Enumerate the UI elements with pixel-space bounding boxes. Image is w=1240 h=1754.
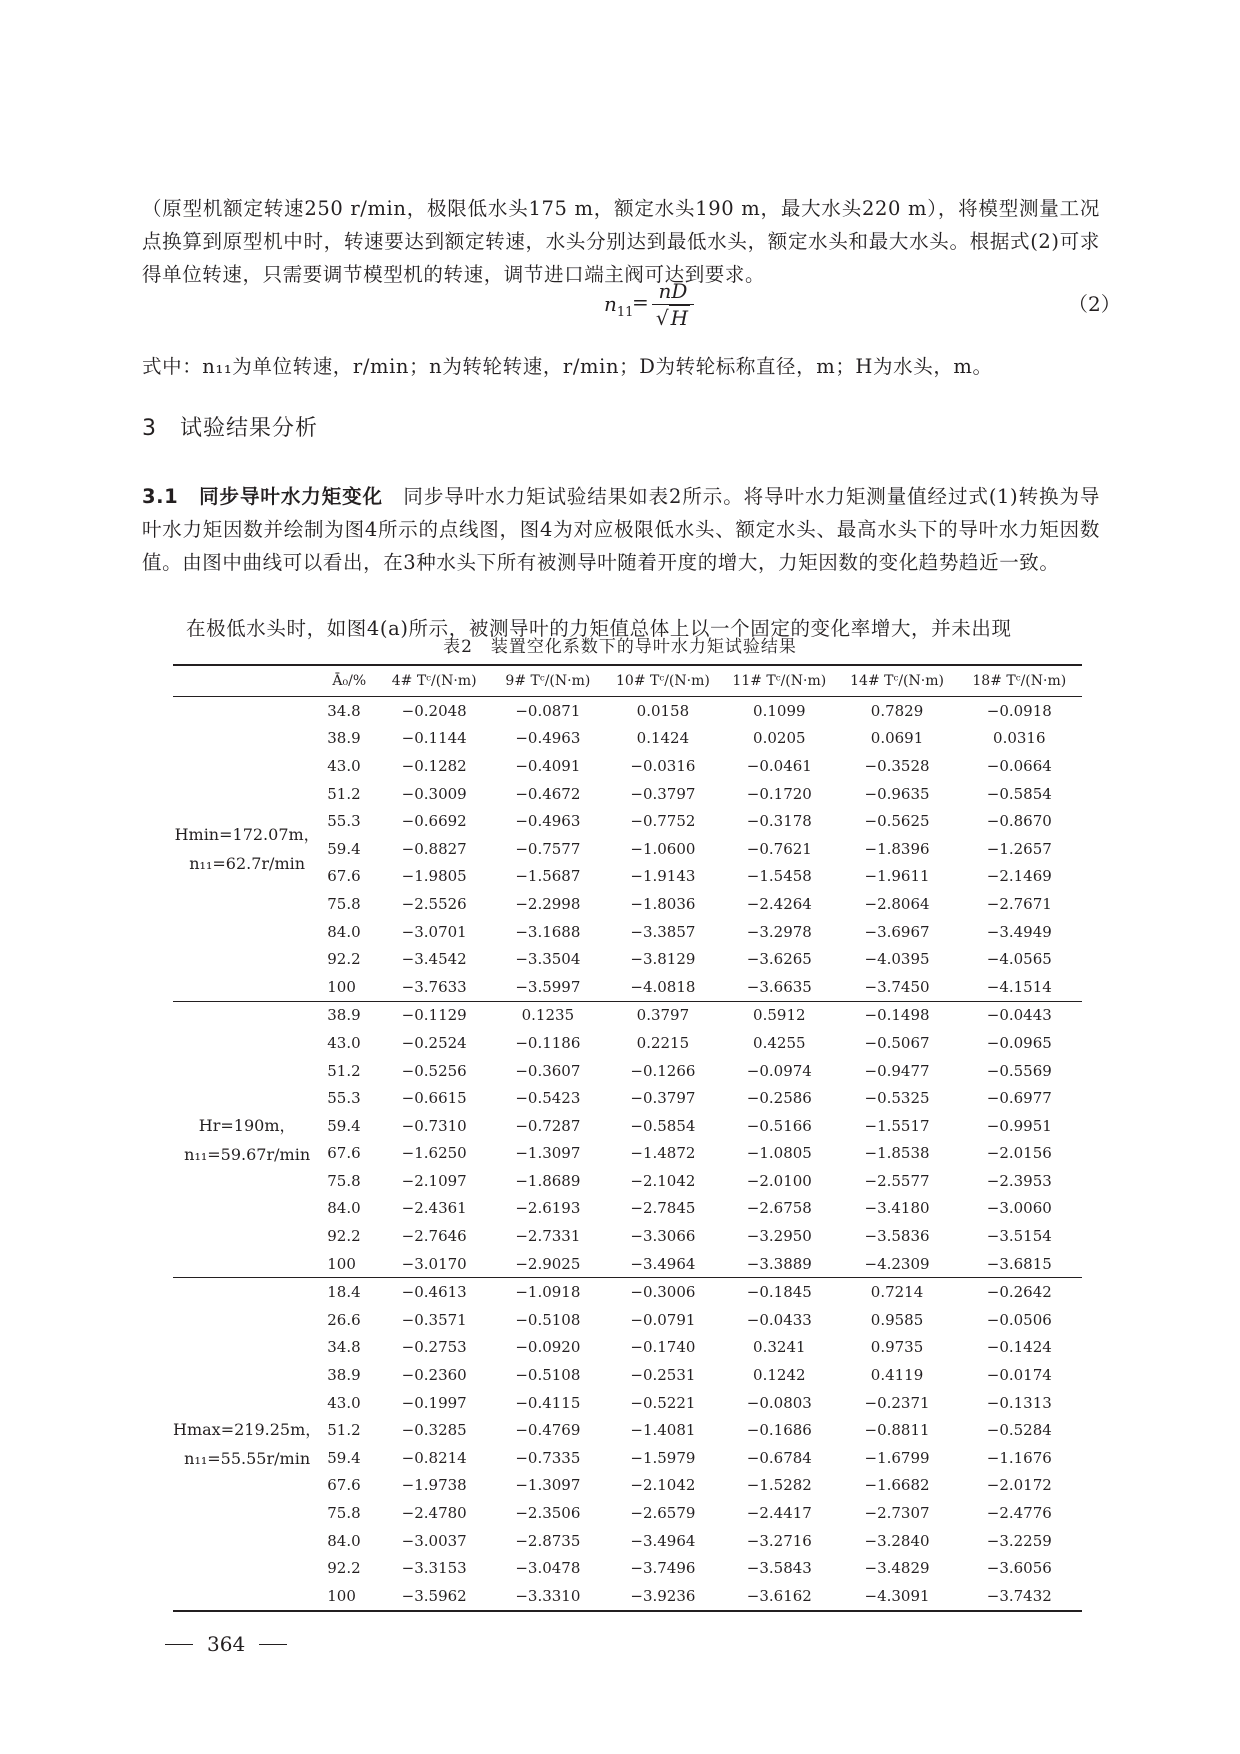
torque-cell: −1.3097 — [515, 1144, 581, 1163]
torque-cell: −3.5997 — [515, 977, 581, 996]
torque-cell: −1.5458 — [746, 867, 812, 886]
paragraph-3-1-body: 同步导叶水力矩试验结果如表2所示。将导叶水力矩测量值经过式(1)转换为导叶水力矩因数并绘制为图4所示的点线图，图4为对应极限低水头、额定水头、最高水头下的导叶水力矩因数值。由图中曲线可以看出，在3种水头下所有被测导叶随着开度的增大，力矩因数的变化趋势趋近一致。 — [142, 484, 1100, 574]
opening-cell: 43.0 — [327, 1393, 361, 1412]
torque-cell: −4.2309 — [864, 1254, 930, 1273]
torque-cell: −3.9236 — [630, 1586, 696, 1605]
opening-cell: 51.2 — [327, 784, 361, 803]
section-title: 3 试验结果分析 — [142, 416, 318, 442]
torque-cell: −1.5517 — [864, 1116, 930, 1135]
torque-cell: −1.8538 — [864, 1144, 930, 1163]
opening-cell: 75.8 — [327, 1171, 361, 1190]
opening-cell: 67.6 — [327, 1144, 361, 1163]
torque-cell: −3.4964 — [630, 1254, 696, 1273]
torque-cell: −3.7432 — [986, 1586, 1052, 1605]
torque-cell: −0.0316 — [630, 756, 696, 775]
opening-cell: 67.6 — [327, 867, 361, 886]
opening-cell: 43.0 — [327, 756, 361, 775]
torque-cell: −1.5282 — [746, 1476, 812, 1495]
subsection-title: 3.1 同步导叶水力矩变化 — [142, 484, 383, 508]
torque-cell: −0.7287 — [515, 1116, 581, 1135]
torque-cell: 0.1424 — [636, 729, 690, 748]
torque-cell: −0.0803 — [746, 1393, 812, 1412]
torque-cell: −0.2524 — [401, 1033, 467, 1052]
torque-cell: −3.1688 — [515, 922, 581, 941]
torque-cell: −0.6692 — [401, 812, 467, 831]
torque-cell: −0.5854 — [630, 1116, 696, 1135]
torque-cell: −2.2998 — [515, 894, 581, 913]
torque-cell: −3.0170 — [401, 1254, 467, 1273]
torque-cell: −0.4091 — [515, 756, 581, 775]
torque-cell: −2.6758 — [746, 1199, 812, 1218]
torque-cell: −3.3857 — [630, 922, 696, 941]
table-row — [173, 1278, 1082, 1306]
torque-cell: −3.7633 — [401, 977, 467, 996]
torque-cell: 0.1235 — [521, 1006, 575, 1025]
formula-lhs: $n_{11}$ — [604, 292, 634, 320]
torque-cell: −0.1686 — [746, 1421, 812, 1440]
torque-cell: −1.8396 — [864, 839, 930, 858]
torque-cell: −0.4613 — [401, 1283, 467, 1302]
torque-cell: −3.8129 — [630, 950, 696, 969]
torque-cell: −0.5256 — [401, 1061, 467, 1080]
torque-cell: −2.7307 — [864, 1504, 930, 1523]
torque-cell: 0.1242 — [753, 1366, 806, 1385]
torque-cell: −3.5154 — [986, 1227, 1052, 1246]
torque-cell: −0.2753 — [401, 1338, 467, 1357]
torque-cell: −0.5067 — [864, 1033, 930, 1052]
header-14: 14# Tᶜ/(N·m) — [838, 665, 957, 697]
torque-cell: −3.3153 — [401, 1559, 467, 1578]
torque-cell: −0.8670 — [986, 812, 1052, 831]
torque-cell: −2.6579 — [630, 1504, 696, 1523]
torque-cell: −2.7671 — [986, 894, 1052, 913]
torque-cell: −2.8064 — [864, 894, 930, 913]
torque-cell: −3.6967 — [864, 922, 930, 941]
opening-cell: 55.3 — [327, 812, 361, 831]
torque-cell: −0.5166 — [746, 1116, 812, 1135]
torque-cell: −2.1042 — [630, 1171, 696, 1190]
torque-cell: −3.0037 — [401, 1531, 467, 1550]
torque-cell: −0.7752 — [630, 812, 696, 831]
opening-cell: 38.9 — [327, 1006, 361, 1025]
group-label-speed: n₁₁=59.67r/min — [184, 1144, 311, 1164]
header-10: 10# Tᶜ/(N·m) — [605, 665, 721, 697]
torque-cell: −2.0100 — [746, 1171, 812, 1190]
torque-cell: −3.3889 — [746, 1254, 812, 1273]
torque-cell: −1.9611 — [864, 867, 930, 886]
torque-cell: −3.3066 — [630, 1227, 696, 1246]
torque-cell: −0.4963 — [515, 812, 581, 831]
torque-cell: −2.9025 — [515, 1254, 581, 1273]
formula-denominator: √ H — [655, 306, 689, 330]
torque-cell: 0.0316 — [993, 729, 1046, 748]
torque-cell: −2.3506 — [515, 1504, 581, 1523]
torque-cell: −4.0565 — [986, 950, 1052, 969]
torque-cell: −1.9805 — [401, 867, 467, 886]
torque-cell: −0.6977 — [986, 1089, 1052, 1108]
torque-cell: −1.9143 — [630, 867, 696, 886]
torque-cell: −2.6193 — [515, 1199, 581, 1218]
header-4: 4# Tᶜ/(N·m) — [377, 665, 491, 697]
opening-cell: 43.0 — [327, 1033, 361, 1052]
torque-cell: −0.8811 — [864, 1421, 930, 1440]
opening-cell: 59.4 — [327, 1448, 361, 1467]
torque-cell: −2.0172 — [986, 1476, 1052, 1495]
torque-cell: −0.7577 — [515, 839, 581, 858]
torque-cell: −3.2978 — [746, 922, 812, 941]
torque-cell: −1.5979 — [630, 1448, 696, 1467]
torque-cell: 0.0205 — [753, 729, 806, 748]
group-label-head: Hmax=219.25m， — [173, 1420, 322, 1440]
opening-cell: 92.2 — [327, 950, 361, 969]
torque-cell: −1.0600 — [630, 839, 696, 858]
paragraph-3-1 — [142, 480, 1100, 579]
torque-cell: −3.2259 — [986, 1531, 1052, 1550]
torque-cell: −3.0060 — [986, 1199, 1052, 1218]
torque-cell: −3.4180 — [864, 1199, 930, 1218]
torque-cell: −0.2642 — [986, 1283, 1052, 1302]
torque-cell: −0.5221 — [630, 1393, 696, 1412]
group-label-speed: n₁₁=62.7r/min — [189, 853, 306, 873]
torque-cell: −2.1097 — [401, 1171, 467, 1190]
torque-cell: −0.5569 — [986, 1061, 1052, 1080]
torque-cell: −3.6635 — [746, 977, 812, 996]
torque-cell: −0.0506 — [986, 1310, 1052, 1329]
torque-cell: −4.0818 — [630, 977, 696, 996]
torque-cell: −4.1514 — [986, 977, 1052, 996]
torque-cell: −0.1144 — [401, 729, 467, 748]
group-label-head: Hr=190m， — [198, 1115, 296, 1135]
torque-cell: −0.7335 — [515, 1448, 581, 1467]
paragraph-variables: 式中：n₁₁为单位转速，r/min；n为转轮转速，r/min；D为转轮标称直径，m；H为水头，m。 — [142, 354, 993, 378]
opening-cell: 55.3 — [327, 1089, 361, 1108]
torque-cell: −0.3009 — [401, 784, 467, 803]
formula-label: （2） — [1068, 292, 1121, 316]
torque-cell: −2.8735 — [515, 1531, 581, 1550]
torque-cell: 0.4255 — [753, 1033, 806, 1052]
opening-cell: 75.8 — [327, 894, 361, 913]
torque-cell: −0.5854 — [986, 784, 1052, 803]
formula-root: √ — [655, 306, 669, 330]
footer-dash-right — [259, 1644, 287, 1645]
torque-cell: −1.3097 — [515, 1476, 581, 1495]
torque-cell: −1.0805 — [746, 1144, 812, 1163]
torque-cell: −0.0461 — [746, 756, 812, 775]
torque-cell: −1.8036 — [630, 894, 696, 913]
group-label-head: Hmin=172.07m， — [174, 824, 320, 844]
torque-cell: −2.5526 — [401, 894, 467, 913]
opening-cell: 34.8 — [327, 1338, 361, 1357]
table-header-row — [173, 665, 1082, 697]
formula-numerator: nD — [658, 279, 688, 303]
opening-cell: 59.4 — [327, 1116, 361, 1135]
torque-cell: −0.1498 — [864, 1006, 930, 1025]
torque-cell: −1.6682 — [864, 1476, 930, 1495]
torque-cell: −1.4081 — [630, 1421, 696, 1440]
torque-cell: 0.1099 — [753, 701, 806, 720]
formula-fraction — [652, 280, 694, 329]
opening-cell: 59.4 — [327, 839, 361, 858]
torque-cell: −0.8214 — [401, 1448, 467, 1467]
torque-cell: −0.3607 — [515, 1061, 581, 1080]
torque-cell: −0.1845 — [746, 1283, 812, 1302]
torque-cell: −0.1720 — [746, 784, 812, 803]
results-table — [173, 664, 1082, 1612]
torque-cell: −0.0664 — [986, 756, 1052, 775]
opening-cell: 84.0 — [327, 1199, 361, 1218]
group-label-speed: n₁₁=55.55r/min — [184, 1449, 311, 1469]
torque-cell: −0.4672 — [515, 784, 581, 803]
torque-cell: 0.3241 — [753, 1338, 806, 1357]
torque-cell: 0.2215 — [636, 1033, 690, 1052]
torque-cell: −0.0791 — [630, 1310, 696, 1329]
torque-cell: −2.4361 — [401, 1199, 467, 1218]
torque-cell: −2.7845 — [630, 1199, 696, 1218]
torque-cell: −0.4963 — [515, 729, 581, 748]
torque-cell: −3.5836 — [864, 1227, 930, 1246]
header-opening: Ā₀/% — [321, 665, 377, 697]
torque-cell: −0.1282 — [401, 756, 467, 775]
torque-cell: −1.8689 — [515, 1171, 581, 1190]
opening-cell: 92.2 — [327, 1227, 361, 1246]
torque-cell: −4.3091 — [864, 1586, 930, 1605]
table-row — [173, 1001, 1082, 1029]
torque-cell: −0.0871 — [515, 701, 581, 720]
torque-cell: −0.3178 — [746, 812, 812, 831]
torque-cell: −0.0974 — [746, 1061, 812, 1080]
torque-cell: −2.5577 — [864, 1171, 930, 1190]
opening-cell: 38.9 — [327, 1366, 361, 1385]
torque-cell: −0.0965 — [986, 1033, 1052, 1052]
torque-cell: −3.6265 — [746, 950, 812, 969]
torque-cell: −1.2657 — [986, 839, 1052, 858]
table-group-max-head — [173, 1278, 1082, 1611]
opening-cell: 51.2 — [327, 1061, 361, 1080]
opening-cell: 38.9 — [327, 729, 361, 748]
torque-cell: −0.9951 — [986, 1116, 1052, 1135]
group-label — [173, 1001, 321, 1278]
opening-cell: 92.2 — [327, 1559, 361, 1578]
formula-lhs-sub: 11 — [616, 305, 634, 320]
torque-cell: −0.3006 — [630, 1283, 696, 1302]
torque-cell: 0.5912 — [753, 1006, 806, 1025]
torque-cell: −0.1424 — [986, 1338, 1052, 1357]
torque-cell: −1.9738 — [401, 1476, 467, 1495]
torque-cell: 0.3797 — [636, 1006, 690, 1025]
page-footer — [165, 1632, 287, 1656]
formula-2 — [0, 279, 1240, 330]
opening-cell: 67.6 — [327, 1476, 361, 1495]
torque-cell: −0.6615 — [401, 1089, 467, 1108]
header-11: 11# Tᶜ/(N·m) — [721, 665, 837, 697]
torque-cell: −3.2716 — [746, 1531, 812, 1550]
torque-cell: −2.4780 — [401, 1504, 467, 1523]
torque-cell: 0.7829 — [870, 701, 924, 720]
torque-cell: −0.7310 — [401, 1116, 467, 1135]
torque-cell: −3.2840 — [864, 1531, 930, 1550]
torque-cell: −0.9635 — [864, 784, 930, 803]
torque-cell: −3.0478 — [515, 1559, 581, 1578]
torque-cell: −0.4115 — [515, 1393, 581, 1412]
page-number: 364 — [207, 1632, 246, 1656]
header-group-cell — [173, 665, 321, 697]
torque-cell: −0.5284 — [986, 1421, 1052, 1440]
torque-cell: −2.7331 — [515, 1227, 581, 1246]
torque-cell: −2.4264 — [746, 894, 812, 913]
torque-cell: −2.0156 — [986, 1144, 1052, 1163]
torque-cell: −0.1186 — [515, 1033, 581, 1052]
paragraph-intro: （原型机额定转速250 r/min，极限低水头175 m，额定水头190 m，最大水头220 m），将模型测量工况点换算到原型机中时，转速要达到额定转速，水头分别达到最低水头，额定水头和最大水头。根据式(2)可求得单位转速，只需要调节模型机的转速，调节进口端主阀可达到要求。 — [142, 196, 1100, 286]
table-group-min-head — [173, 697, 1082, 1002]
torque-cell: 0.9585 — [870, 1310, 924, 1329]
torque-cell: −0.0174 — [986, 1366, 1052, 1385]
table-row — [173, 697, 1082, 725]
header-18: 18# Tᶜ/(N·m) — [957, 665, 1082, 697]
torque-cell: −0.3797 — [630, 1089, 696, 1108]
opening-cell: 51.2 — [327, 1421, 361, 1440]
torque-cell: 0.7214 — [870, 1283, 924, 1302]
torque-cell: −0.2586 — [746, 1089, 812, 1108]
torque-cell: −0.0443 — [986, 1006, 1052, 1025]
opening-cell: 34.8 — [327, 701, 361, 720]
torque-cell: −1.0918 — [515, 1283, 581, 1302]
torque-cell: −1.1676 — [986, 1448, 1052, 1467]
torque-cell: −0.3571 — [401, 1310, 467, 1329]
torque-cell: −0.0918 — [986, 701, 1052, 720]
header-9: 9# Tᶜ/(N·m) — [491, 665, 605, 697]
torque-cell: −0.7621 — [746, 839, 812, 858]
opening-cell: 100 — [327, 977, 356, 996]
torque-cell: −0.9477 — [864, 1061, 930, 1080]
torque-cell: −4.0395 — [864, 950, 930, 969]
opening-cell: 100 — [327, 1586, 356, 1605]
torque-cell: −3.3504 — [515, 950, 581, 969]
group-label — [173, 1278, 321, 1611]
torque-cell: −1.4872 — [630, 1144, 696, 1163]
table-caption: 表2 装置空化系数下的导叶水力矩试验结果 — [443, 637, 797, 657]
torque-cell: −0.2048 — [401, 701, 467, 720]
torque-cell: −2.7646 — [401, 1227, 467, 1246]
torque-cell: −0.3797 — [630, 784, 696, 803]
torque-cell: −3.5962 — [401, 1586, 467, 1605]
torque-cell: −0.2531 — [630, 1366, 696, 1385]
opening-cell: 84.0 — [327, 1531, 361, 1550]
torque-cell: −0.5423 — [515, 1089, 581, 1108]
torque-cell: −0.4769 — [515, 1421, 581, 1440]
torque-cell: −0.2360 — [401, 1366, 467, 1385]
torque-cell: −0.5108 — [515, 1310, 581, 1329]
torque-cell: −0.1129 — [401, 1006, 467, 1025]
torque-cell: −3.6162 — [746, 1586, 812, 1605]
torque-cell: −2.1042 — [630, 1476, 696, 1495]
torque-cell: −0.1997 — [401, 1393, 467, 1412]
torque-cell: −0.1313 — [986, 1393, 1052, 1412]
torque-cell: −0.6784 — [746, 1448, 812, 1467]
torque-cell: −0.1740 — [630, 1338, 696, 1357]
torque-cell: −1.5687 — [515, 867, 581, 886]
opening-cell: 26.6 — [327, 1310, 361, 1329]
torque-cell: −0.3285 — [401, 1421, 467, 1440]
torque-cell: −3.4829 — [864, 1559, 930, 1578]
opening-cell: 84.0 — [327, 922, 361, 941]
torque-cell: −3.4949 — [986, 922, 1052, 941]
torque-cell: −3.5843 — [746, 1559, 812, 1578]
torque-cell: −2.4417 — [746, 1504, 812, 1523]
torque-cell: −2.4776 — [986, 1504, 1052, 1523]
torque-cell: −3.4964 — [630, 1531, 696, 1550]
torque-cell: −0.0920 — [515, 1338, 581, 1357]
torque-cell: 0.0158 — [636, 701, 690, 720]
torque-cell: −0.5108 — [515, 1366, 581, 1385]
formula-equals: = — [632, 290, 649, 314]
opening-cell: 100 — [327, 1254, 356, 1273]
torque-cell: −3.7450 — [864, 977, 930, 996]
torque-cell: −3.3310 — [515, 1586, 581, 1605]
torque-cell: −0.0433 — [746, 1310, 812, 1329]
torque-cell: −1.6250 — [401, 1144, 467, 1163]
footer-dash-left — [165, 1644, 193, 1645]
torque-cell: −0.2371 — [864, 1393, 930, 1412]
torque-cell: 0.4119 — [870, 1366, 924, 1385]
torque-cell: −3.4542 — [401, 950, 467, 969]
torque-cell: −2.1469 — [986, 867, 1052, 886]
torque-cell: −3.7496 — [630, 1559, 696, 1578]
opening-cell: 75.8 — [327, 1504, 361, 1523]
torque-cell: −0.5625 — [864, 812, 930, 831]
torque-cell: −3.0701 — [401, 922, 467, 941]
torque-cell: −0.8827 — [401, 839, 467, 858]
torque-cell: 0.0691 — [870, 729, 924, 748]
torque-cell: −3.6056 — [986, 1559, 1052, 1578]
paragraph-low-head: 在极低水头时，如图4(a)所示，被测导叶的力矩值总体上以一个固定的变化率增大，并未出现 — [186, 616, 1012, 640]
torque-cell: −0.1266 — [630, 1061, 696, 1080]
torque-cell: −3.6815 — [986, 1254, 1052, 1273]
opening-cell: 18.4 — [327, 1283, 361, 1302]
torque-cell: −0.5325 — [864, 1089, 930, 1108]
torque-cell: −0.3528 — [864, 756, 930, 775]
torque-cell: −1.6799 — [864, 1448, 930, 1467]
group-label — [173, 697, 321, 1002]
torque-cell: 0.9735 — [870, 1338, 924, 1357]
torque-cell: −3.2950 — [746, 1227, 812, 1246]
torque-cell: −2.3953 — [986, 1171, 1052, 1190]
table-group-rated-head — [173, 1001, 1082, 1278]
